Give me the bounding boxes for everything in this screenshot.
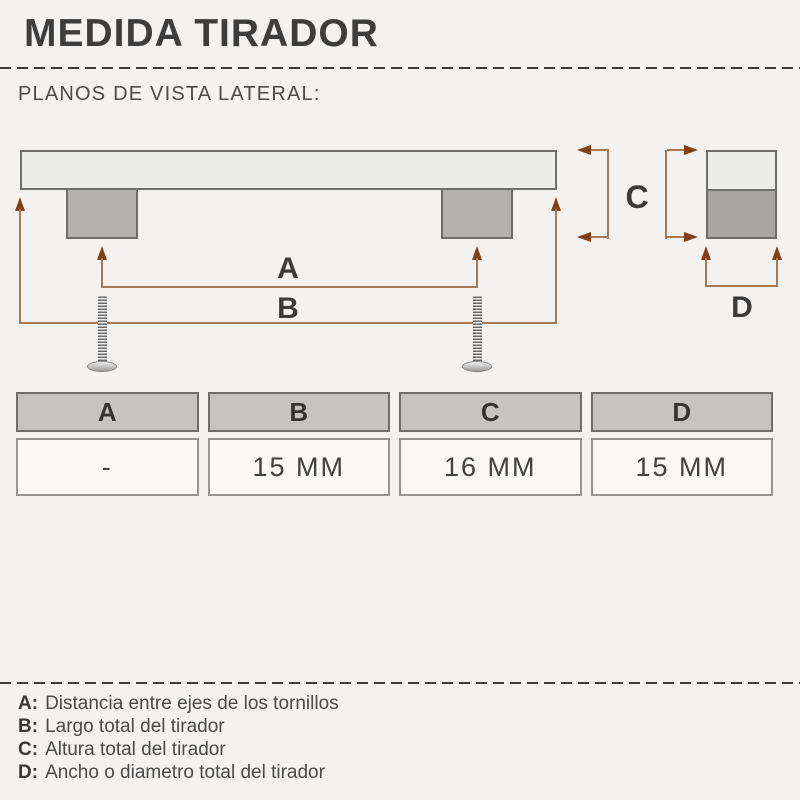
measurement-table-value-row [16, 438, 773, 496]
dim-c-bracket-left-bottom [589, 236, 609, 238]
handle-post-right [441, 188, 513, 239]
legend-text-d: Ancho o diametro total del tirador [45, 762, 325, 783]
screw-right-shaft-icon [473, 295, 482, 365]
dim-c-arrow-bottom-right-icon [684, 232, 698, 242]
dim-c-arrow-top-right-icon [684, 145, 698, 155]
legend-item-d [18, 761, 339, 784]
dim-b-line-right [555, 209, 557, 324]
dim-label-c: C [625, 179, 649, 215]
handle-post-left [66, 188, 138, 239]
legend-key-b: B: [18, 716, 39, 737]
legend-key-d: D: [18, 762, 39, 783]
table-header-a: A [16, 392, 199, 432]
legend-item-a [18, 692, 339, 715]
dim-c-arrow-top-left-icon [577, 145, 591, 155]
handle-end-view [706, 150, 777, 239]
screw-left-head-icon [87, 361, 117, 372]
dim-b-line-left [19, 209, 21, 324]
dim-d-line-left [705, 258, 707, 287]
legend-key-a: A: [18, 693, 39, 714]
end-view-bar-section [708, 152, 775, 191]
table-value-c: 16 MM [399, 438, 582, 496]
legend-text-a: Distancia entre ejes de los tornillos [45, 693, 339, 714]
end-view-post-section [708, 191, 775, 237]
table-value-d: 15 MM [591, 438, 774, 496]
dim-d-line-right [776, 258, 778, 287]
screw-right-head-icon [462, 361, 492, 372]
dim-label-b: B [277, 292, 299, 325]
dim-a-line-right [476, 258, 478, 288]
legend-item-b [18, 715, 339, 738]
table-header-c: C [399, 392, 582, 432]
table-header-d: D [591, 392, 774, 432]
dim-c-bracket-left-top [589, 149, 609, 151]
dim-label-a: A [277, 252, 299, 285]
legend [18, 692, 339, 784]
dim-a-line-horizontal [101, 286, 478, 288]
table-value-b: 15 MM [208, 438, 391, 496]
table-value-a: - [16, 438, 199, 496]
handle-bar [20, 150, 557, 190]
legend-text-b: Largo total del tirador [45, 716, 225, 737]
dim-a-line-left [101, 258, 103, 288]
divider-bottom [0, 682, 800, 684]
dim-c-arrow-bottom-left-icon [577, 232, 591, 242]
section-subtitle: PLANOS DE VISTA LATERAL: [18, 83, 321, 105]
page-title: MEDIDA TIRADOR [24, 12, 379, 55]
dim-d-line-horizontal [705, 285, 778, 287]
measurement-table-header-row [16, 392, 773, 432]
table-header-b: B [208, 392, 391, 432]
divider-top [0, 67, 800, 69]
dim-c-bracket-right-vline [665, 150, 667, 239]
dim-label-d: D [731, 291, 753, 324]
screw-left-shaft-icon [98, 295, 107, 365]
legend-text-c: Altura total del tirador [45, 739, 226, 760]
legend-key-c: C: [18, 739, 39, 760]
legend-item-c [18, 738, 339, 761]
